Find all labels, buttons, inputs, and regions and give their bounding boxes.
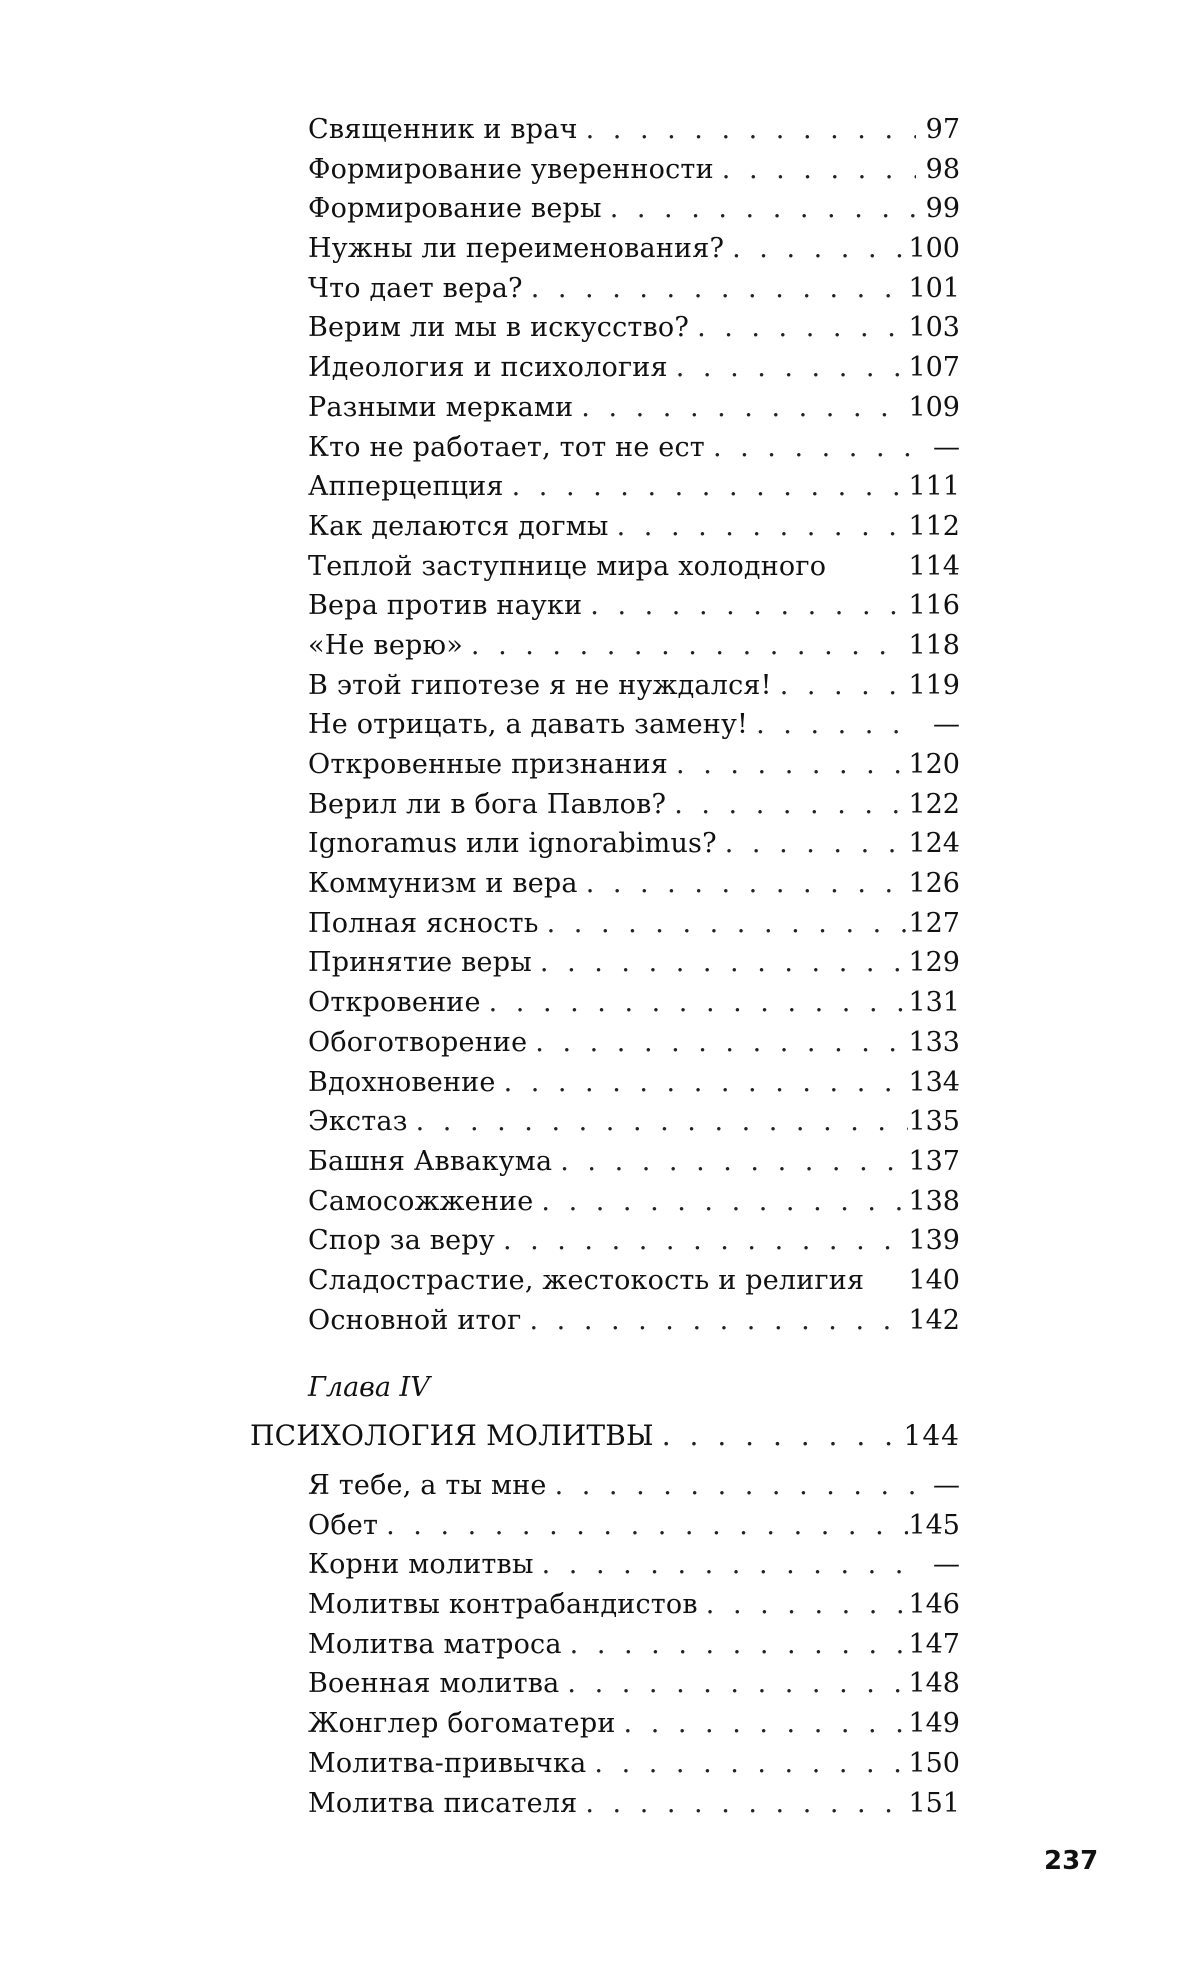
dot-leader: [408, 1102, 909, 1142]
toc-entry-title: Как делаются догмы: [308, 510, 609, 542]
dot-leader: [609, 507, 909, 547]
toc-entry: [308, 1506, 960, 1546]
toc-entry-title: Основной итог: [308, 1304, 522, 1336]
toc-entry-page: 133: [908, 1026, 960, 1058]
chapter-title-entry: [250, 1416, 960, 1456]
toc-entry: [308, 864, 960, 904]
toc-entry-title: Корни молитвы: [308, 1549, 534, 1581]
toc-entry-title: Вдохновение: [308, 1066, 496, 1098]
dot-leader: [562, 1625, 909, 1665]
toc-entry: [308, 1784, 960, 1824]
table-of-contents-section-1: [308, 110, 960, 1340]
toc-entry: [308, 110, 960, 150]
toc-entry-page: 101: [908, 272, 960, 304]
toc-entry-page: 139: [908, 1225, 960, 1257]
toc-entry-page: —: [933, 431, 960, 463]
toc-entry: [308, 507, 960, 547]
toc-entry-page: 129: [908, 947, 960, 979]
table-of-contents-section-2: [308, 1466, 960, 1823]
toc-entry-page: 97: [925, 114, 960, 145]
toc-entry-title: Теплой заступнице мира холодного: [308, 550, 827, 582]
toc-entry: [308, 1261, 960, 1301]
toc-entry-page: 118: [908, 629, 960, 661]
toc-entry-title: Молитва-привычка: [308, 1747, 587, 1779]
dot-leader: [654, 1416, 904, 1456]
toc-entry-page: 103: [908, 312, 960, 344]
dot-leader: [495, 1221, 909, 1261]
toc-entry: [308, 547, 960, 587]
dot-leader: [577, 1784, 908, 1824]
toc-entry-page: 146: [908, 1589, 960, 1621]
toc-entry-page: 150: [908, 1747, 960, 1779]
toc-entry: [308, 388, 960, 428]
dot-leader: [481, 983, 909, 1023]
dot-leader: [578, 864, 909, 904]
chapter-heading: [250, 1416, 960, 1456]
toc-entry: [308, 428, 960, 468]
dot-leader: [616, 1704, 909, 1744]
toc-entry-title: Вера против науки: [308, 590, 583, 622]
toc-entry: [308, 745, 960, 785]
dot-leader: [527, 1023, 908, 1063]
toc-entry: [308, 467, 960, 507]
dot-leader: [717, 824, 909, 864]
toc-entry-page: 138: [908, 1185, 960, 1217]
toc-entry: [308, 1063, 960, 1103]
toc-entry-title: Что дает вера?: [308, 272, 523, 304]
toc-entry: [308, 1704, 960, 1744]
toc-entry: [308, 1182, 960, 1222]
toc-entry-title: Принятие веры: [308, 947, 532, 979]
toc-entry: [308, 1301, 960, 1341]
toc-entry-page: —: [933, 1549, 960, 1581]
toc-entry-title: Башня Аввакума: [308, 1145, 553, 1177]
dot-leader: [552, 1142, 908, 1182]
toc-entry-page: 137: [908, 1145, 960, 1177]
toc-entry-page: 140: [908, 1264, 960, 1296]
dot-leader: [668, 745, 908, 785]
toc-entry-page: 111: [908, 471, 960, 503]
dot-leader: [668, 348, 909, 388]
dot-leader: [533, 1182, 908, 1222]
toc-entry-page: 126: [908, 868, 960, 900]
toc-entry-title: Верил ли в бога Павлов?: [308, 788, 667, 820]
toc-entry-page: 134: [908, 1066, 960, 1098]
toc-entry-page: 135: [908, 1106, 960, 1138]
dot-leader: [521, 1301, 908, 1341]
toc-entry-title: Нужны ли переименования?: [308, 233, 725, 265]
toc-entry-title: Сладострастие, жестокость и религия: [308, 1264, 865, 1296]
dot-leader: [547, 1466, 916, 1506]
toc-entry: [308, 269, 960, 309]
toc-entry: [308, 705, 960, 745]
toc-entry-page: 98: [925, 153, 960, 185]
dot-leader: [559, 1664, 908, 1704]
toc-entry-page: —: [933, 1470, 960, 1501]
toc-entry-title: «Не верю»: [308, 629, 463, 661]
toc-entry-page: 100: [908, 233, 960, 265]
dot-leader: [586, 1744, 908, 1784]
chapter-title: ПСИХОЛОГИЯ МОЛИТВЫ: [250, 1419, 654, 1452]
toc-entry-title: Откровенные признания: [308, 749, 669, 780]
toc-entry: [308, 586, 960, 626]
dot-leader: [496, 1063, 909, 1103]
toc-entry-title: Я тебе, а ты мне: [308, 1470, 547, 1501]
chapter-page: 144: [903, 1419, 960, 1452]
toc-entry-page: 147: [908, 1628, 960, 1660]
toc-entry-title: Верим ли мы в искусство?: [308, 312, 690, 344]
toc-entry: [308, 1545, 960, 1585]
dot-leader: [539, 904, 909, 944]
toc-entry: [308, 348, 960, 388]
toc-entry-title: Формирование веры: [308, 193, 602, 225]
toc-entry: [308, 150, 960, 190]
dot-leader: [705, 428, 916, 468]
toc-entry: [308, 1664, 960, 1704]
toc-entry-page: 148: [908, 1668, 960, 1700]
toc-entry-title: Идеология и психология: [308, 352, 668, 384]
dot-leader: [578, 110, 916, 150]
toc-entry-title: Разными мерками: [308, 391, 574, 423]
toc-entry-title: Самосожжение: [308, 1185, 534, 1217]
toc-entry-title: Ignoramus или ignorabimus?: [308, 828, 717, 860]
toc-entry: [308, 626, 960, 666]
toc-entry-title: Не отрицать, а давать замену!: [308, 709, 749, 741]
toc-entry-title: Священник и врач: [308, 114, 578, 145]
toc-entry: [308, 824, 960, 864]
dot-leader: [602, 189, 916, 229]
toc-entry-title: Спор за веру: [308, 1225, 495, 1257]
toc-entry-title: Апперцепция: [308, 471, 504, 503]
toc-entry: [308, 1142, 960, 1182]
toc-entry-title: Жонглер богоматери: [308, 1708, 616, 1740]
toc-entry-title: Кто не работает, тот не ест: [308, 431, 705, 463]
dot-leader: [504, 467, 909, 507]
toc-entry: [308, 1466, 960, 1506]
toc-entry: [308, 189, 960, 229]
dot-leader: [772, 666, 909, 706]
dot-leader: [534, 1545, 916, 1585]
toc-entry-page: 107: [908, 352, 960, 384]
toc-entry-page: 131: [908, 987, 960, 1019]
toc-entry-title: Военная молитва: [308, 1668, 560, 1700]
dot-leader: [532, 943, 909, 983]
toc-entry: [308, 666, 960, 706]
toc-entry: [308, 983, 960, 1023]
toc-entry-page: 109: [908, 391, 960, 423]
dot-leader: [724, 229, 908, 269]
dot-leader: [463, 626, 909, 666]
toc-entry-title: Обет: [308, 1509, 379, 1541]
toc-entry-page: 145: [908, 1509, 960, 1541]
dot-leader: [666, 785, 908, 825]
toc-entry: [308, 1023, 960, 1063]
toc-entry: [308, 308, 960, 348]
toc-entry-page: 127: [908, 907, 960, 939]
toc-entry-page: 149: [908, 1708, 960, 1740]
chapter-label: Глава IV: [308, 1372, 430, 1403]
toc-entry: [308, 904, 960, 944]
toc-entry-page: 122: [908, 788, 960, 820]
toc-entry-page: 114: [908, 550, 960, 582]
toc-entry: [308, 1625, 960, 1665]
dot-leader: [573, 388, 908, 428]
toc-entry-page: 151: [908, 1787, 960, 1819]
dot-leader: [689, 308, 908, 348]
toc-entry: [308, 943, 960, 983]
toc-entry-page: 142: [908, 1304, 960, 1336]
toc-entry-title: Полная ясность: [308, 907, 539, 939]
toc-entry-title: Молитвы контрабандистов: [308, 1589, 698, 1621]
toc-entry-page: 116: [908, 590, 960, 622]
toc-entry: [308, 785, 960, 825]
toc-entry-title: Экстаз: [308, 1106, 408, 1138]
toc-entry-title: Коммунизм и вера: [308, 868, 578, 900]
toc-entry: [308, 1585, 960, 1625]
toc-entry-title: Формирование уверенности: [308, 153, 714, 185]
dot-leader: [582, 586, 908, 626]
toc-entry-title: Молитва матроса: [308, 1628, 562, 1660]
toc-entry-title: Молитва писателя: [308, 1787, 578, 1819]
toc-entry-title: В этой гипотезе я не нуждался!: [308, 669, 772, 701]
dot-leader: [748, 705, 916, 745]
toc-entry: [308, 1744, 960, 1784]
dot-leader: [714, 150, 916, 190]
toc-entry-page: 120: [908, 749, 960, 780]
toc-entry-page: 119: [908, 669, 960, 701]
toc-entry-title: Откровение: [308, 987, 481, 1019]
toc-entry-page: 124: [908, 828, 960, 860]
toc-entry-page: 112: [908, 510, 960, 542]
toc-entry: [308, 1221, 960, 1261]
dot-leader: [698, 1585, 909, 1625]
dot-leader: [378, 1506, 908, 1546]
toc-entry: [308, 229, 960, 269]
page-number: 237: [1044, 1846, 1099, 1876]
toc-entry-page: —: [933, 709, 960, 741]
toc-entry: [308, 1102, 960, 1142]
dot-leader: [523, 269, 909, 309]
toc-entry-page: 99: [925, 193, 960, 225]
toc-entry-title: Обоготворение: [308, 1026, 528, 1058]
